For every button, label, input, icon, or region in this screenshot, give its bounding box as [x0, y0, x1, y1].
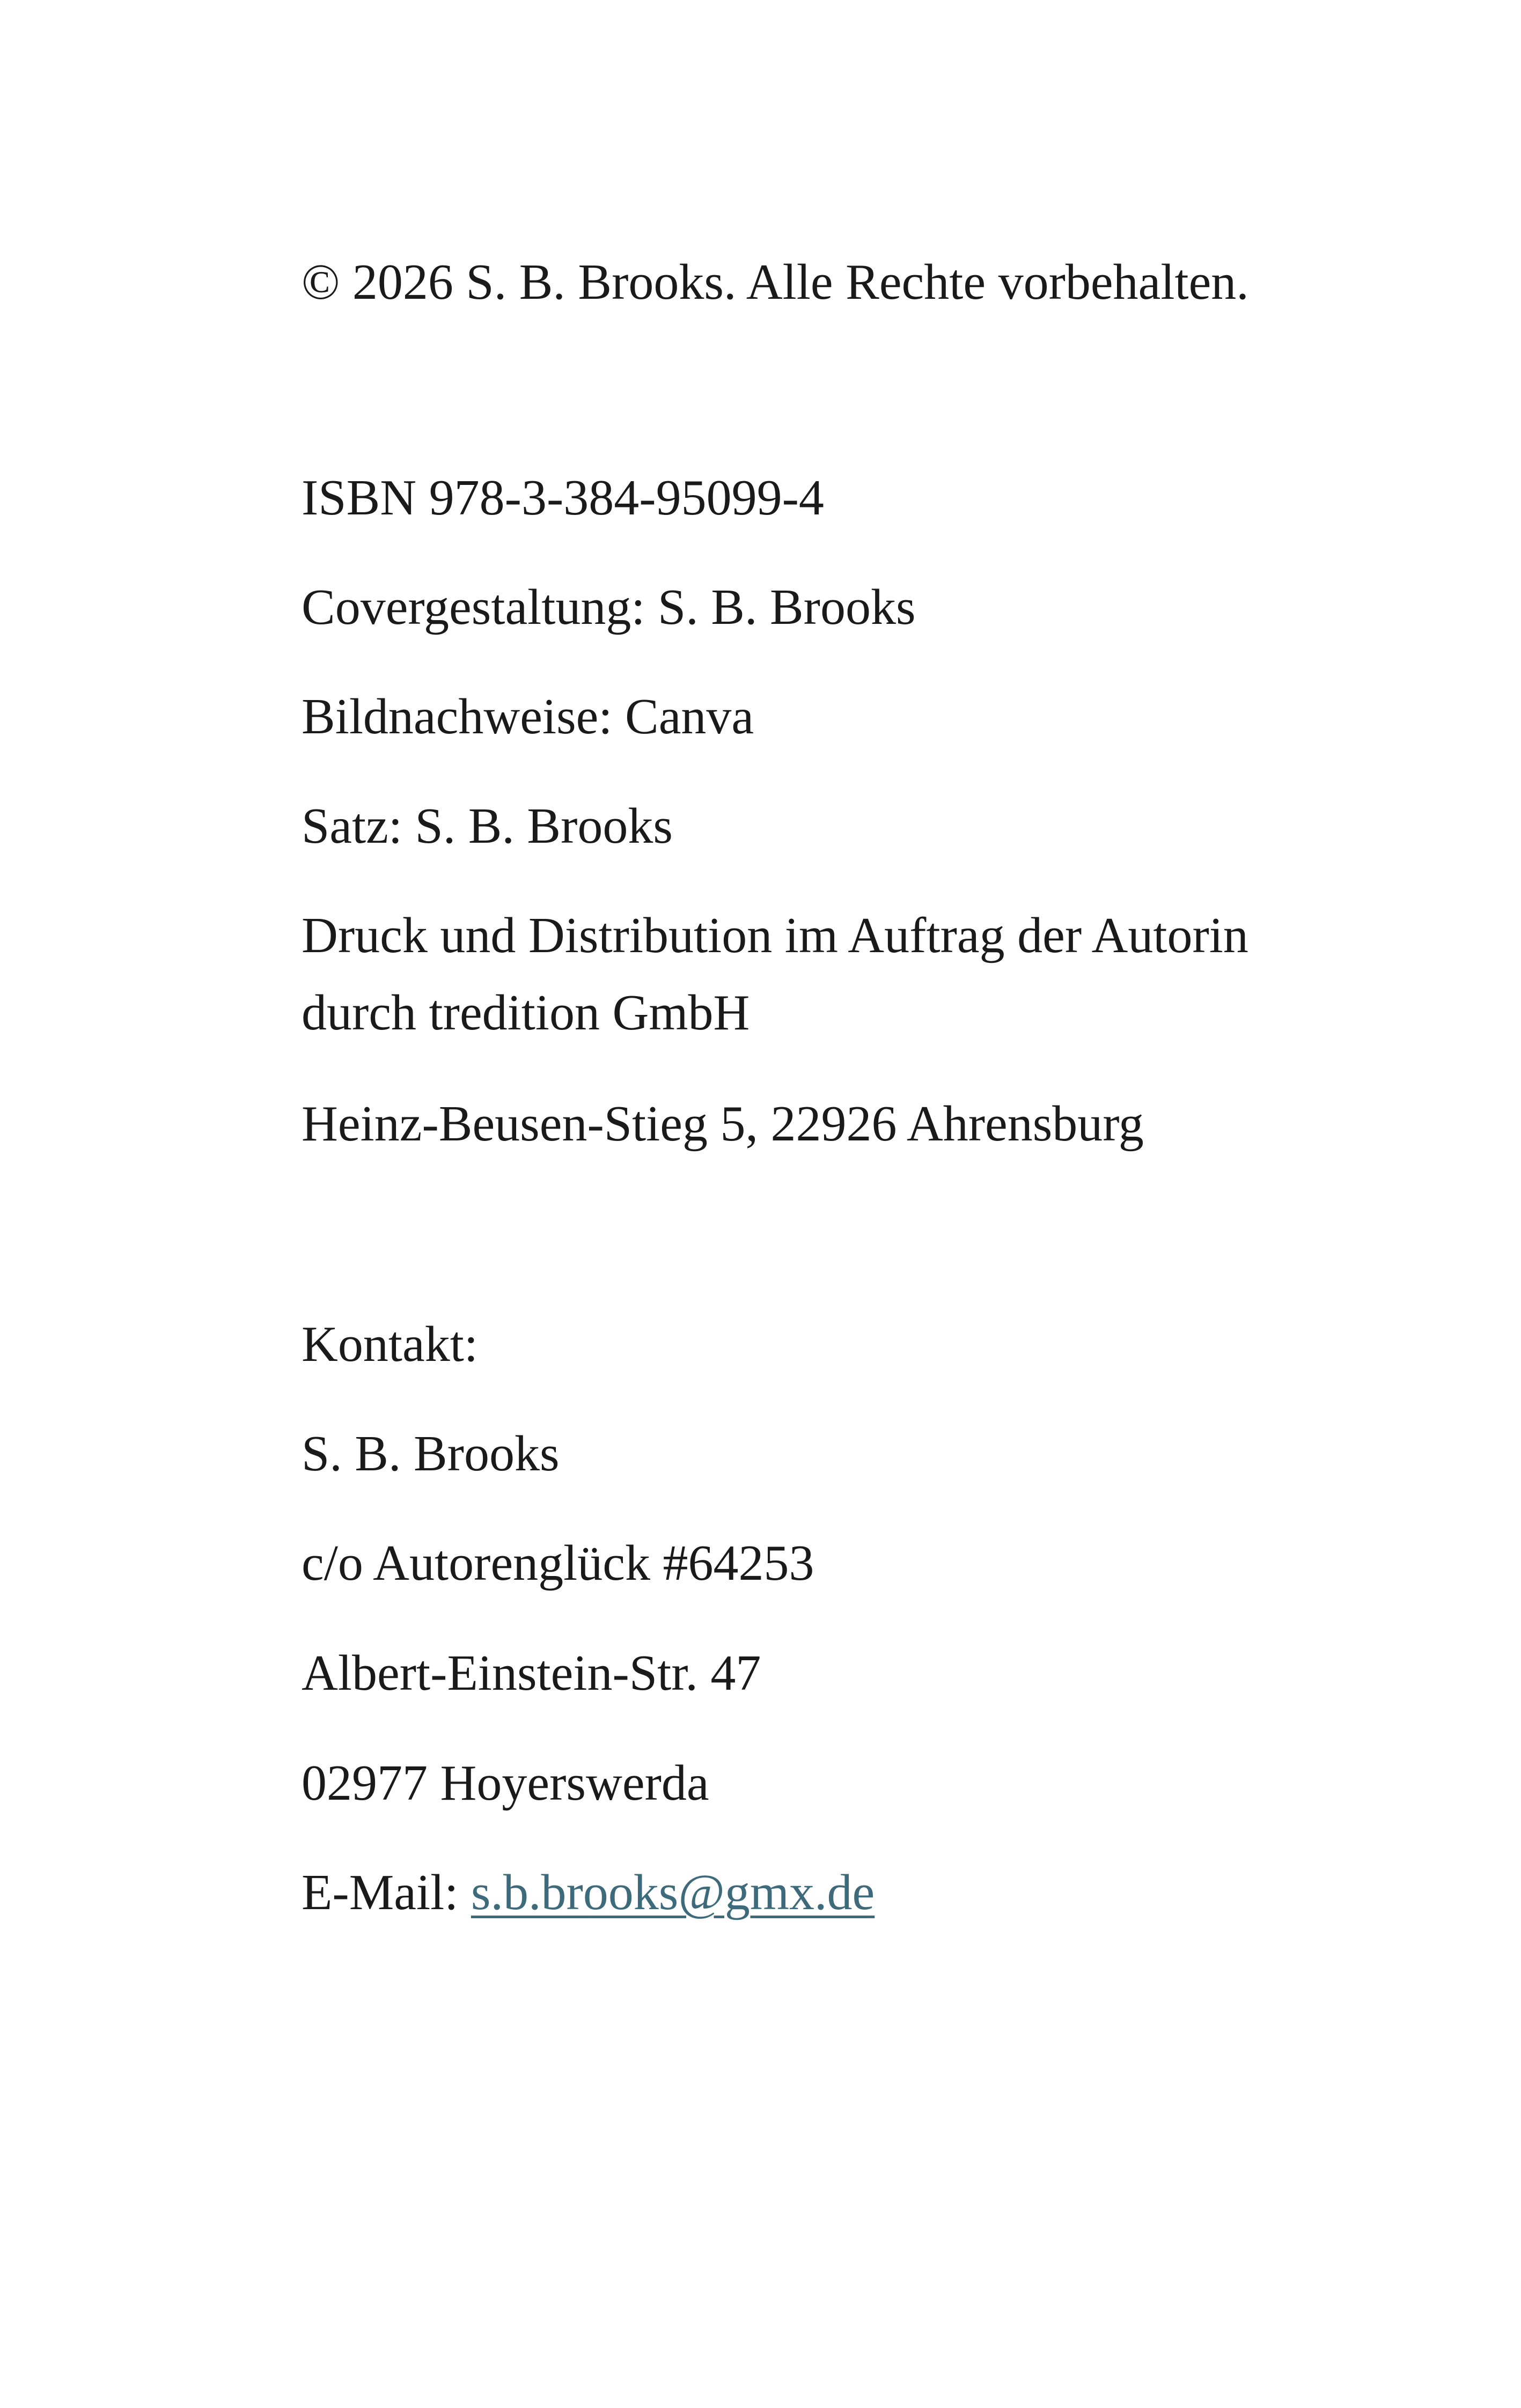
email-link[interactable]: s.b.brooks@gmx.de: [471, 1865, 875, 1920]
printing-distribution-line-1: Druck und Distribution im Auftrag der Autorin: [302, 908, 1248, 963]
contact-heading: Kontakt:: [302, 1316, 478, 1372]
contact-email-line: [302, 1855, 875, 1930]
isbn: ISBN 978-3-384-95099-4: [302, 470, 824, 526]
email-label: E-Mail:: [302, 1865, 471, 1920]
contact-care-of: c/o Autorenglück #64253: [302, 1535, 814, 1591]
cover-design-credit: Covergestaltung: S. B. Brooks: [302, 579, 916, 635]
copyright-notice: © 2026 S. B. Brooks. Alle Rechte vorbehalten.: [302, 254, 1249, 310]
typesetting-credit: Satz: S. B. Brooks: [302, 798, 673, 854]
contact-city: 02977 Hoyerswerda: [302, 1755, 709, 1811]
printing-distribution-line-2: durch tredition GmbH: [302, 985, 750, 1041]
image-credits: Bildnachweise: Canva: [302, 689, 754, 745]
contact-street: Albert-Einstein-Str. 47: [302, 1645, 761, 1701]
publisher-address: Heinz-Beusen-Stieg 5, 22926 Ahrensburg: [302, 1096, 1144, 1152]
contact-name: S. B. Brooks: [302, 1426, 560, 1482]
